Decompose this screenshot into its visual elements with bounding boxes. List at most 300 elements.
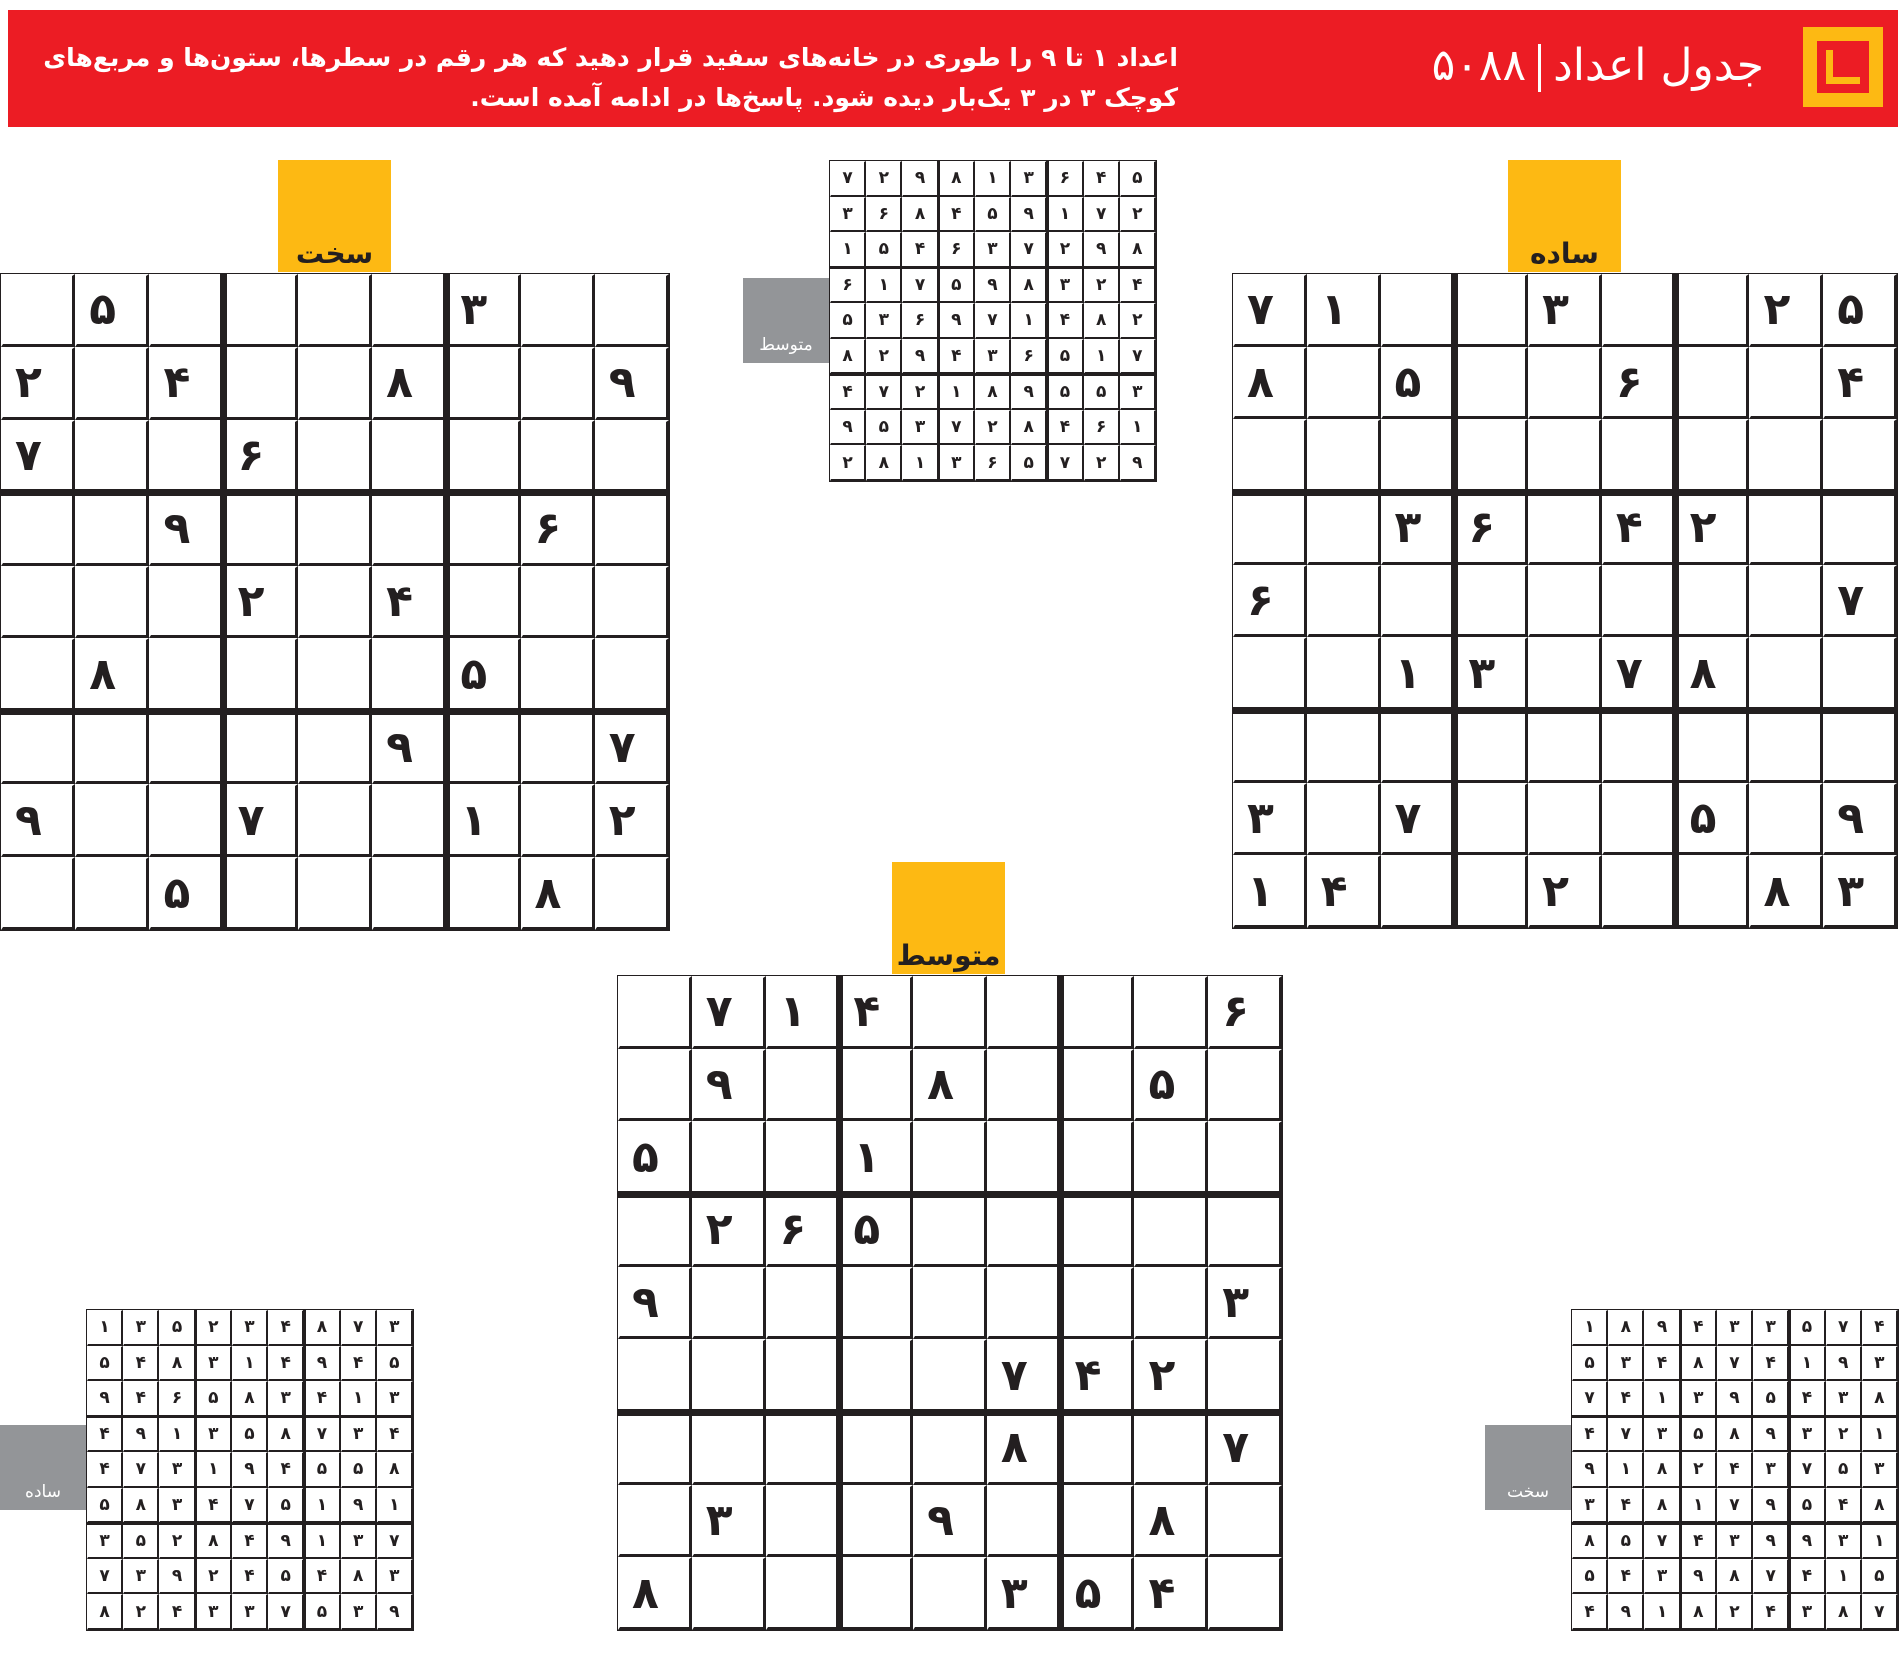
cell-r7-c9[interactable]: ۷ [595, 711, 669, 784]
puzzle-number: ۵۰۸۸ [1431, 40, 1527, 91]
cell-r8-c3[interactable]: ۷ [1381, 783, 1455, 856]
cell-r4-c9[interactable] [1208, 1194, 1282, 1267]
cell-r3-c8[interactable] [1134, 1121, 1208, 1194]
cell-r6-c8[interactable]: ۲ [1134, 1339, 1208, 1412]
cell-r2-c7[interactable] [1676, 347, 1750, 420]
cell-r3-c4[interactable]: ۶ [224, 420, 298, 493]
cell-r9-c7[interactable] [1676, 855, 1750, 928]
cell-r6-c7[interactable]: ۸ [1676, 637, 1750, 710]
header-bar [8, 10, 1898, 127]
cell-r4-c4[interactable] [224, 493, 298, 566]
cell-r5-c2[interactable] [75, 566, 149, 639]
cell-r6-c2[interactable]: ۸ [75, 638, 149, 711]
cell-r3-c5[interactable] [298, 420, 372, 493]
cell-r4-c3[interactable]: ۳ [1381, 492, 1455, 565]
cell-r7-c5[interactable] [1528, 710, 1602, 783]
cell-r5-c2[interactable] [1307, 565, 1381, 638]
cell-r8-c1[interactable] [618, 1485, 692, 1558]
cell-r7-c7[interactable] [1061, 1412, 1135, 1485]
cell-r9-c6[interactable] [1602, 855, 1676, 928]
cell-r8-c6[interactable] [987, 1485, 1061, 1558]
cell-r1-c1[interactable] [1, 274, 75, 347]
cell-r8-c1[interactable]: ۹ [1, 784, 75, 857]
cell-r4-c7[interactable] [1061, 1194, 1135, 1267]
cell-r4-c5: ۹ [975, 268, 1011, 304]
cell-r1-c7[interactable]: ۳ [446, 274, 520, 347]
cell-r2-c9[interactable] [1208, 1049, 1282, 1122]
cell-r5-c8[interactable] [1749, 565, 1823, 638]
cell-r5-c8[interactable] [521, 566, 595, 639]
cell-r4-c5[interactable] [913, 1194, 987, 1267]
cell-r1-c4[interactable] [224, 274, 298, 347]
cell-r5-c9[interactable] [595, 566, 669, 639]
cell-r5-c8[interactable] [1134, 1267, 1208, 1340]
cell-r8-c3[interactable] [766, 1485, 840, 1558]
cell-r6-c9[interactable] [1823, 637, 1897, 710]
cell-r6-c3[interactable]: ۱ [1381, 637, 1455, 710]
cell-r5-c1[interactable] [1, 566, 75, 639]
cell-r4-c9[interactable] [595, 493, 669, 566]
cell-r7-c4[interactable] [1454, 710, 1528, 783]
cell-r5-c1: ۴ [87, 1452, 123, 1488]
cell-r5-c3[interactable] [766, 1267, 840, 1340]
cell-r3-c5[interactable] [913, 1121, 987, 1194]
cell-r2-c8[interactable] [1749, 347, 1823, 420]
title-text: جدول اعداد [1553, 40, 1764, 91]
cell-r8-c8: ۱ [1826, 1559, 1862, 1595]
cell-r9-c9[interactable] [595, 857, 669, 930]
cell-r4-c7[interactable]: ۲ [1676, 492, 1750, 565]
cell-r9-c3[interactable] [1381, 855, 1455, 928]
cell-r8-c5[interactable] [1528, 783, 1602, 856]
cell-r2-c8[interactable]: ۵ [1134, 1049, 1208, 1122]
cell-r5-c7[interactable] [1061, 1267, 1135, 1340]
cell-r6-c1[interactable] [618, 1339, 692, 1412]
cell-r4-c6[interactable] [987, 1194, 1061, 1267]
cell-r4-c4[interactable]: ۶ [1454, 492, 1528, 565]
cell-r9-c4[interactable] [1454, 855, 1528, 928]
cell-r4-c6[interactable] [372, 493, 446, 566]
cell-r6-c9: ۱ [377, 1488, 413, 1524]
cell-r4-c1[interactable] [1233, 492, 1307, 565]
cell-r8-c5[interactable]: ۹ [913, 1485, 987, 1558]
cell-r6-c6[interactable]: ۷ [1602, 637, 1676, 710]
cell-r8-c8[interactable] [1749, 783, 1823, 856]
cell-r4-c2: ۷ [1608, 1417, 1644, 1453]
cell-r5-c4[interactable] [1454, 565, 1528, 638]
cell-r3-c8: ۱ [341, 1381, 377, 1417]
cell-r9-c5[interactable] [298, 857, 372, 930]
cell-r2-c2: ۴ [123, 1346, 159, 1382]
cell-r5-c6: ۳ [1753, 1452, 1789, 1488]
cell-r2-c5: ۱ [232, 1346, 268, 1382]
cell-r9-c7: ۳ [1789, 1594, 1825, 1630]
cell-r6-c8: ۴ [1826, 1488, 1862, 1524]
cell-r8-c7[interactable] [1061, 1485, 1135, 1558]
cell-r5-c5[interactable] [298, 566, 372, 639]
cell-r7-c9: ۱ [1862, 1523, 1898, 1559]
cell-r1-c5[interactable] [298, 274, 372, 347]
cell-r7-c3[interactable] [766, 1412, 840, 1485]
cell-r2-c7[interactable] [446, 347, 520, 420]
cell-r1-c8[interactable] [521, 274, 595, 347]
cell-r7-c1[interactable] [618, 1412, 692, 1485]
cell-r7-c2: ۵ [123, 1523, 159, 1559]
cell-r8-c7[interactable]: ۱ [446, 784, 520, 857]
cell-r2-c3[interactable]: ۴ [149, 347, 223, 420]
cell-r1-c8[interactable] [1134, 976, 1208, 1049]
cell-r9-c2[interactable] [692, 1557, 766, 1630]
cell-r4-c9[interactable] [1823, 492, 1897, 565]
cell-r5-c1[interactable]: ۶ [1233, 565, 1307, 638]
cell-r9-c9[interactable] [1208, 1557, 1282, 1630]
cell-r4-c1[interactable] [618, 1194, 692, 1267]
cell-r9-c1[interactable] [1, 857, 75, 930]
cell-r6-c8[interactable] [1749, 637, 1823, 710]
cell-r1-c9[interactable]: ۶ [1208, 976, 1282, 1049]
cell-r3-c9: ۸ [1120, 232, 1156, 268]
cell-r6-c4[interactable] [839, 1339, 913, 1412]
cell-r1-c8: ۷ [1826, 1310, 1862, 1346]
cell-r7-c4[interactable] [839, 1412, 913, 1485]
cell-r2-c3[interactable] [766, 1049, 840, 1122]
cell-r8-c9[interactable]: ۲ [595, 784, 669, 857]
cell-r1-c1[interactable] [618, 976, 692, 1049]
cell-r1-c3[interactable]: ۱ [766, 976, 840, 1049]
cell-r5-c6[interactable] [987, 1267, 1061, 1340]
cell-r9-c8[interactable]: ۸ [1749, 855, 1823, 928]
cell-r7-c2[interactable] [75, 711, 149, 784]
cell-r2-c8: ۷ [1084, 197, 1120, 233]
cell-r6-c2[interactable] [1307, 637, 1381, 710]
cell-r4-c4[interactable]: ۵ [839, 1194, 913, 1267]
cell-r2-c2[interactable] [75, 347, 149, 420]
cell-r9-c8[interactable]: ۸ [521, 857, 595, 930]
cell-r5-c3: ۸ [1644, 1452, 1680, 1488]
cell-r1-c1[interactable]: ۷ [1233, 274, 1307, 347]
cell-r9-c2[interactable]: ۴ [1307, 855, 1381, 928]
cell-r2-c1[interactable] [618, 1049, 692, 1122]
cell-r3-c4[interactable]: ۱ [839, 1121, 913, 1194]
cell-r5-c5[interactable] [1528, 565, 1602, 638]
cell-r3-c4[interactable] [1454, 419, 1528, 492]
cell-r6-c8: ۱ [1084, 339, 1120, 375]
box-divider-vertical [1057, 976, 1064, 1630]
cell-r2-c6[interactable]: ۸ [372, 347, 446, 420]
cell-r7-c3[interactable] [149, 711, 223, 784]
cell-r6-c5: ۷ [232, 1488, 268, 1524]
cell-r6-c3[interactable] [766, 1339, 840, 1412]
cell-r4-c2[interactable] [75, 493, 149, 566]
cell-r8-c5[interactable] [298, 784, 372, 857]
cell-r4-c5[interactable] [298, 493, 372, 566]
cell-r6-c4[interactable]: ۳ [1454, 637, 1528, 710]
cell-r2-c5[interactable] [298, 347, 372, 420]
cell-r3-c6[interactable] [372, 420, 446, 493]
cell-r1-c2[interactable]: ۷ [692, 976, 766, 1049]
cell-r7-c6[interactable]: ۸ [987, 1412, 1061, 1485]
cell-r3-c3[interactable] [766, 1121, 840, 1194]
cell-r3-c5[interactable] [1528, 419, 1602, 492]
hard-answer-tag: سخت [1485, 1425, 1571, 1510]
cell-r5-c9[interactable]: ۳ [1208, 1267, 1282, 1340]
cell-r4-c3[interactable]: ۶ [766, 1194, 840, 1267]
cell-r4-c3[interactable]: ۹ [149, 493, 223, 566]
box-divider-horizontal [830, 373, 1156, 376]
cell-r5-c7[interactable] [446, 566, 520, 639]
cell-r2-c5[interactable]: ۸ [913, 1049, 987, 1122]
cell-r4-c8[interactable]: ۶ [521, 493, 595, 566]
cell-r4-c5[interactable] [1528, 492, 1602, 565]
cell-r2-c3[interactable]: ۵ [1381, 347, 1455, 420]
cell-r7-c1[interactable] [1, 711, 75, 784]
cell-r6-c6[interactable] [372, 638, 446, 711]
cell-r7-c9[interactable]: ۷ [1208, 1412, 1282, 1485]
cell-r3-c7: ۴ [1789, 1381, 1825, 1417]
cell-r7-c8[interactable] [521, 711, 595, 784]
cell-r9-c3[interactable] [766, 1557, 840, 1630]
cell-r8-c8[interactable]: ۸ [1134, 1485, 1208, 1558]
cell-r6-c9[interactable] [595, 638, 669, 711]
cell-r7-c8[interactable] [1134, 1412, 1208, 1485]
cell-r7-c5[interactable] [298, 711, 372, 784]
cell-r9-c6[interactable] [372, 857, 446, 930]
cell-r4-c6[interactable]: ۴ [1602, 492, 1676, 565]
cell-r6-c5[interactable] [1528, 637, 1602, 710]
cell-r8-c4[interactable]: ۷ [224, 784, 298, 857]
cell-r2-c2[interactable] [1307, 347, 1381, 420]
cell-r1-c3: ۵ [159, 1310, 195, 1346]
cell-r9-c2[interactable] [75, 857, 149, 930]
cell-r1-c4: ۴ [1681, 1310, 1717, 1346]
cell-r3-c8[interactable] [521, 420, 595, 493]
cell-r1-c6: ۴ [268, 1310, 304, 1346]
cell-r2-c3: ۸ [159, 1346, 195, 1382]
cell-r7-c3: ۲ [902, 374, 938, 410]
cell-r5-c4[interactable] [839, 1267, 913, 1340]
cell-r8-c9[interactable] [1208, 1485, 1282, 1558]
cell-r3-c9[interactable] [1208, 1121, 1282, 1194]
cell-r8-c2[interactable] [1307, 783, 1381, 856]
cell-r7-c7[interactable] [1676, 710, 1750, 783]
cell-r9-c5: ۶ [975, 445, 1011, 481]
cell-r4-c1[interactable] [1, 493, 75, 566]
cell-r6-c2: ۲ [866, 339, 902, 375]
cell-r2-c9[interactable]: ۹ [595, 347, 669, 420]
hard-puzzle-grid [0, 273, 670, 931]
cell-r3-c3[interactable] [1381, 419, 1455, 492]
cell-r2-c4[interactable] [839, 1049, 913, 1122]
cell-r2-c8[interactable] [521, 347, 595, 420]
cell-r2-c2[interactable]: ۹ [692, 1049, 766, 1122]
cell-r2-c9[interactable]: ۴ [1823, 347, 1897, 420]
cell-r1-c7[interactable] [1676, 274, 1750, 347]
cell-r9-c1[interactable]: ۱ [1233, 855, 1307, 928]
cell-r2-c8: ۹ [1826, 1346, 1862, 1382]
cell-r4-c8[interactable] [1749, 492, 1823, 565]
cell-r3-c1[interactable]: ۷ [1, 420, 75, 493]
cell-r1-c2[interactable]: ۱ [1307, 274, 1381, 347]
cell-r3-c7[interactable] [1676, 419, 1750, 492]
cell-r5-c7[interactable] [1676, 565, 1750, 638]
cell-r7-c6[interactable] [1602, 710, 1676, 783]
cell-r8-c1[interactable]: ۳ [1233, 783, 1307, 856]
cell-r1-c3[interactable] [1381, 274, 1455, 347]
cell-r9-c1[interactable]: ۸ [618, 1557, 692, 1630]
cell-r6-c5[interactable] [913, 1339, 987, 1412]
cell-r1-c5: ۱ [975, 161, 1011, 197]
cell-r7-c2[interactable] [692, 1412, 766, 1485]
cell-r3-c8[interactable] [1749, 419, 1823, 492]
box-divider-vertical [1046, 161, 1049, 481]
cell-r6-c2[interactable] [692, 1339, 766, 1412]
cell-r9-c7[interactable]: ۵ [1061, 1557, 1135, 1630]
cell-r9-c5[interactable]: ۲ [1528, 855, 1602, 928]
cell-r2-c6[interactable] [987, 1049, 1061, 1122]
cell-r9-c9[interactable]: ۳ [1823, 855, 1897, 928]
cell-r1-c5[interactable] [913, 976, 987, 1049]
cell-r8-c8[interactable] [521, 784, 595, 857]
box-divider-vertical [836, 976, 843, 1630]
cell-r4-c8[interactable] [1134, 1194, 1208, 1267]
cell-r1-c9[interactable]: ۵ [1823, 274, 1897, 347]
cell-r1-c4[interactable] [1454, 274, 1528, 347]
cell-r8-c2[interactable]: ۳ [692, 1485, 766, 1558]
cell-r8-c4[interactable] [1454, 783, 1528, 856]
cell-r2-c4[interactable] [1454, 347, 1528, 420]
cell-r7-c7[interactable] [446, 711, 520, 784]
cell-r2-c4: ۸ [1681, 1346, 1717, 1382]
cell-r8-c6[interactable] [1602, 783, 1676, 856]
cell-r5-c2[interactable] [692, 1267, 766, 1340]
cell-r3-c3: ۱ [1644, 1381, 1680, 1417]
cell-r3-c1[interactable] [1233, 419, 1307, 492]
cell-r6-c5[interactable] [298, 638, 372, 711]
cell-r5-c6[interactable] [1602, 565, 1676, 638]
cell-r2-c1[interactable]: ۸ [1233, 347, 1307, 420]
cell-r1-c3: ۹ [1644, 1310, 1680, 1346]
cell-r3-c3[interactable] [149, 420, 223, 493]
cell-r8-c2[interactable] [75, 784, 149, 857]
cell-r8-c3[interactable] [149, 784, 223, 857]
cell-r6-c9[interactable] [1208, 1339, 1282, 1412]
cell-r9-c5[interactable] [913, 1557, 987, 1630]
cell-r2-c1: ۵ [1572, 1346, 1608, 1382]
cell-r7-c9[interactable] [1823, 710, 1897, 783]
cell-r1-c7: ۸ [304, 1310, 340, 1346]
cell-r2-c6[interactable]: ۶ [1602, 347, 1676, 420]
cell-r5-c9[interactable]: ۷ [1823, 565, 1897, 638]
cell-r7-c5[interactable] [913, 1412, 987, 1485]
cell-r2-c1[interactable]: ۲ [1, 347, 75, 420]
cell-r1-c3[interactable] [149, 274, 223, 347]
cell-r6-c1[interactable] [1233, 637, 1307, 710]
cell-r8-c4[interactable] [839, 1485, 913, 1558]
cell-r2-c7[interactable] [1061, 1049, 1135, 1122]
cell-r7-c5: ۸ [975, 374, 1011, 410]
cell-r4-c1: ۴ [87, 1417, 123, 1453]
cell-r3-c2[interactable] [75, 420, 149, 493]
cell-r4-c7[interactable] [446, 493, 520, 566]
cell-r5-c6[interactable]: ۴ [372, 566, 446, 639]
cell-r5-c3[interactable] [1381, 565, 1455, 638]
cell-r5-c5[interactable] [913, 1267, 987, 1340]
cell-r1-c6[interactable] [372, 274, 446, 347]
cell-r3-c9[interactable] [595, 420, 669, 493]
cell-r7-c3[interactable] [1381, 710, 1455, 783]
cell-r2-c5[interactable] [1528, 347, 1602, 420]
cell-r6-c7[interactable]: ۵ [446, 638, 520, 711]
cell-r1-c6[interactable] [987, 976, 1061, 1049]
cell-r1-c4[interactable]: ۴ [839, 976, 913, 1049]
cell-r8-c5: ۲ [975, 410, 1011, 446]
cell-r3-c6[interactable] [1602, 419, 1676, 492]
cell-r8-c6[interactable] [372, 784, 446, 857]
cell-r1-c9[interactable] [595, 274, 669, 347]
cell-r4-c3: ۱ [159, 1417, 195, 1453]
cell-r8-c7[interactable]: ۵ [1676, 783, 1750, 856]
cell-r7-c4: ۴ [1681, 1523, 1717, 1559]
cell-r3-c2[interactable] [1307, 419, 1381, 492]
box-divider-horizontal [1233, 707, 1897, 714]
cell-r9-c7[interactable] [446, 857, 520, 930]
cell-r7-c2[interactable] [1307, 710, 1381, 783]
cell-r5-c5: ۷ [975, 303, 1011, 339]
cell-r1-c8[interactable]: ۲ [1749, 274, 1823, 347]
cell-r5-c1: ۹ [1572, 1452, 1608, 1488]
cell-r6-c6[interactable]: ۷ [987, 1339, 1061, 1412]
cell-r5-c1[interactable]: ۹ [618, 1267, 692, 1340]
cell-r6-c8[interactable] [521, 638, 595, 711]
cell-r7-c6[interactable]: ۹ [372, 711, 446, 784]
cell-r6-c3[interactable] [149, 638, 223, 711]
cell-r8-c9[interactable]: ۹ [1823, 783, 1897, 856]
cell-r2-c4[interactable] [224, 347, 298, 420]
cell-r9-c8[interactable]: ۴ [1134, 1557, 1208, 1630]
cell-r3-c6[interactable] [987, 1121, 1061, 1194]
cell-r2-c1: ۵ [87, 1346, 123, 1382]
cell-r9-c4[interactable] [839, 1557, 913, 1630]
cell-r3-c3: ۴ [902, 232, 938, 268]
cell-r1-c6[interactable] [1602, 274, 1676, 347]
cell-r3-c2[interactable] [692, 1121, 766, 1194]
cell-r4-c7: ۳ [1047, 268, 1083, 304]
cell-r9-c4[interactable] [224, 857, 298, 930]
cell-r1-c5[interactable]: ۳ [1528, 274, 1602, 347]
cell-r3-c9[interactable] [1823, 419, 1897, 492]
cell-r1-c7[interactable] [1061, 976, 1135, 1049]
cell-r3-c7[interactable] [1061, 1121, 1135, 1194]
cell-r4-c2[interactable] [1307, 492, 1381, 565]
cell-r9-c3[interactable]: ۵ [149, 857, 223, 930]
cell-r3-c1[interactable]: ۵ [618, 1121, 692, 1194]
cell-r3-c7[interactable] [446, 420, 520, 493]
cell-r6-c1[interactable] [1, 638, 75, 711]
cell-r5-c4[interactable]: ۲ [224, 566, 298, 639]
cell-r6-c7[interactable]: ۴ [1061, 1339, 1135, 1412]
cell-r7-c1[interactable] [1233, 710, 1307, 783]
cell-r9-c6[interactable]: ۳ [987, 1557, 1061, 1630]
cell-r6-c4[interactable] [224, 638, 298, 711]
cell-r7-c4[interactable] [224, 711, 298, 784]
cell-r4-c9: ۴ [377, 1417, 413, 1453]
cell-r5-c3[interactable] [149, 566, 223, 639]
cell-r6-c5: ۳ [975, 339, 1011, 375]
cell-r7-c8[interactable] [1749, 710, 1823, 783]
cell-r4-c2[interactable]: ۲ [692, 1194, 766, 1267]
cell-r8-c6: ۵ [268, 1559, 304, 1595]
cell-r1-c2[interactable]: ۵ [75, 274, 149, 347]
